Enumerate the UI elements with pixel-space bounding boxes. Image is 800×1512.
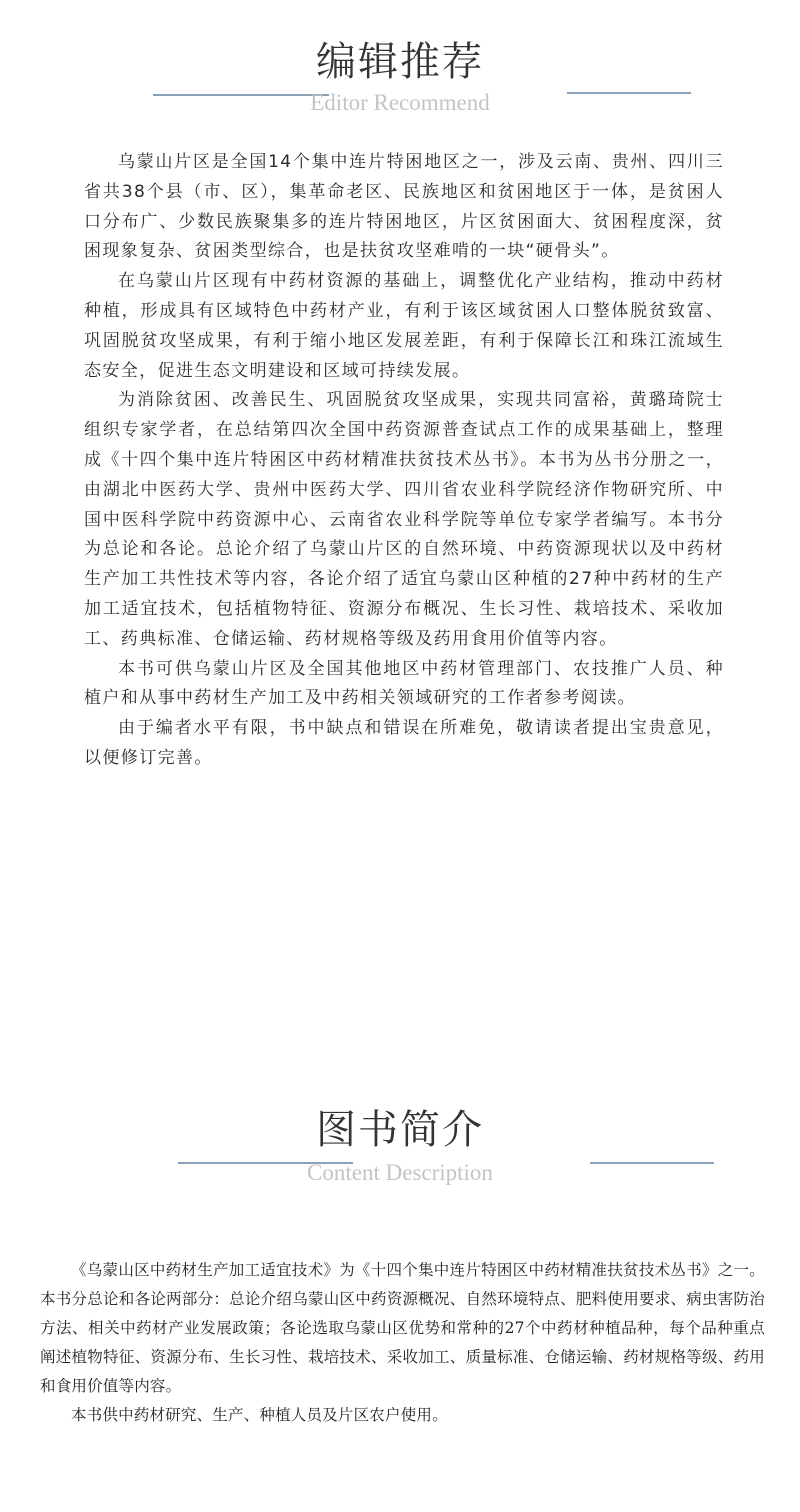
editor-paragraph: 在乌蒙山片区现有中药材资源的基础上，调整优化产业结构，推动中药材种植，形成具有区域特色中药材产业，有利于该区域贫困人口整体脱贫致富、巩固脱贫攻坚成果，有利于缩小地区发展差距，有利于保障长江和珠江流域生态安全，促进生态文明建设和区域可持续发展。 — [84, 271, 724, 381]
editor-recommend-body — [84, 148, 724, 774]
content-paragraph: 本书供中药材研究、生产、种植人员及片区农户使用。 — [71, 1406, 448, 1424]
content-description-header — [0, 1104, 800, 1194]
content-description-subtitle: Content Description — [307, 1160, 493, 1185]
editor-paragraph: 乌蒙山片区是全国14个集中连片特困地区之一，涉及云南、贵州、四川三省共38个县（市、区），集革命老区、民族地区和贫困地区于一体，是贫困人口分布广、少数民族聚集多的连片特困地区，片区贫困面大、贫困程度深，贫困现象复杂、贫困类型综合，也是扶贫攻坚难啃的一块“硬骨头”。 — [84, 152, 724, 262]
editor-paragraph: 为消除贫困、改善民生、巩固脱贫攻坚成果，实现共同富裕，黄璐琦院士组织专家学者，在总结第四次全国中药资源普查试点工作的成果基础上，整理成《十四个集中连片特困区中药材精准扶贫技术丛书》。本书为丛书分册之一，由湖北中医药大学、贵州中医药大学、四川省农业科学院经济作物研究所、中国中医科学院中药资源中心、云南省农业科学院等单位专家学者编写。本书分为总论和各论。总论介绍了乌蒙山片区的自然环境、中药资源现状以及中药材生产加工共性技术等内容，各论介绍了适宜乌蒙山区种植的27种中药材的生产加工适宜技术，包括植物特征、资源分布概况、生长习性、栽培技术、采收加工、药典标准、仓储运输、药材规格等级及药用食用价值等内容。 — [84, 390, 724, 649]
editor-recommend-header — [0, 36, 800, 126]
content-description-title: 图书简介 — [316, 1107, 484, 1153]
editor-recommend-title: 编辑推荐 — [316, 39, 484, 85]
editor-paragraph: 本书可供乌蒙山片区及全国其他地区中药材管理部门、农技推广人员、种植户和从事中药材生产加工及中药相关领域研究的工作者参考阅读。 — [84, 658, 724, 709]
content-paragraph: 《乌蒙山区中药材生产加工适宜技术》为《十四个集中连片特困区中药材精准扶贫技术丛书》之一。本书分总论和各论两部分：总论介绍乌蒙山区中药资源概况、自然环境特点、肥料使用要求、病虫害防治方法、相关中药材产业发展政策；各论选取乌蒙山区优势和常种的27个中药材种植品种，每个品种重点阐述植物特征、资源分布、生长习性、栽培技术、采收加工、质量标准、仓储运输、药材规格等级、药用和食用价值等内容。 — [40, 1261, 765, 1395]
editor-paragraph: 由于编者水平有限，书中缺点和错误在所难免，敬请读者提出宝贵意见，以便修订完善。 — [84, 718, 724, 768]
editor-recommend-subtitle: Editor Recommend — [310, 90, 490, 115]
content-description-body — [40, 1256, 765, 1430]
